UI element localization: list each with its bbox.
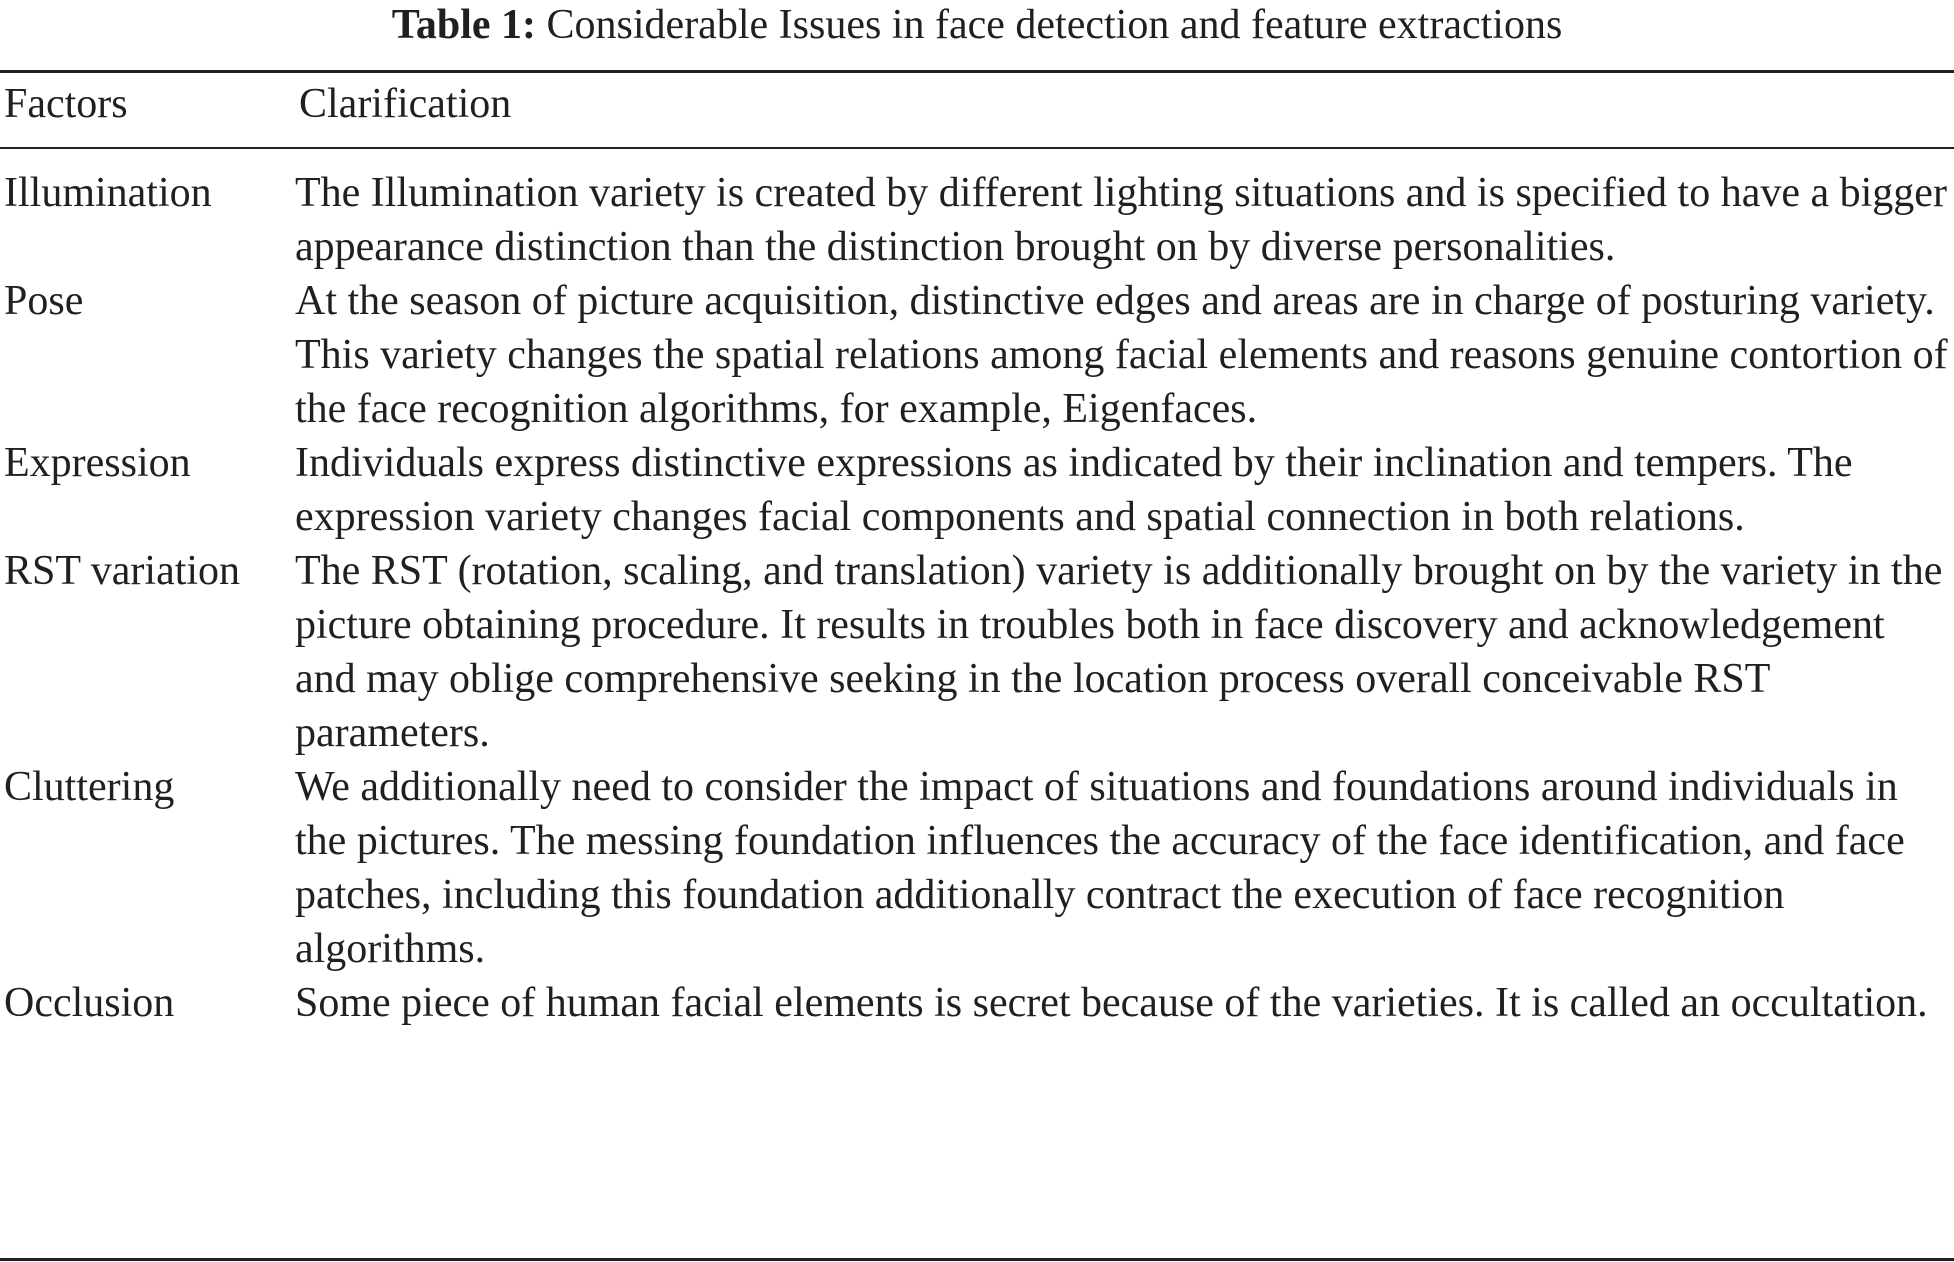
table-body: [0, 166, 1954, 1030]
table-header-row: [0, 77, 1954, 137]
table-row: [0, 436, 1954, 544]
table-row: [0, 976, 1954, 1030]
table-caption-label: Table 1:: [391, 2, 537, 48]
factor-cell: Expression: [4, 440, 191, 486]
factor-cell: Illumination: [4, 170, 212, 216]
table-row: [0, 274, 1954, 436]
factor-cell: Cluttering: [4, 764, 175, 810]
clarification-cell: Some piece of human facial elements is secret because of the varieties. It is called an occultation.: [295, 980, 1928, 1026]
clarification-cell: The RST (rotation, scaling, and translation) variety is additionally brought on by the variety in the picture obtaining procedure. It results in troubles both in face discovery and acknowledgement and may oblige comprehensive seeking in the location process overall conceivable RST parameters.: [295, 548, 1943, 756]
table-top-rule: [0, 70, 1954, 73]
header-clarification: Clarification: [299, 81, 512, 127]
table-caption: [0, 0, 1954, 50]
factor-cell: Occlusion: [4, 980, 175, 1026]
table-bottom-rule: [0, 1258, 1954, 1261]
factor-cell: RST variation: [4, 548, 241, 594]
clarification-cell: We additionally need to consider the impact of situations and foundations around individuals in the pictures. The messing foundation influences the accuracy of the face identification, and face patches, including this foundation additionally contract the execution of face recognition algorithms.: [295, 764, 1905, 972]
header-factors: Factors: [4, 81, 128, 127]
table-row: [0, 544, 1954, 760]
clarification-cell: Individuals express distinctive expressions as indicated by their inclination and tempers. The expression variety changes facial components and spatial connection in both relations.: [295, 440, 1853, 540]
table-header-rule: [0, 147, 1954, 149]
table-row: [0, 760, 1954, 976]
table-caption-text: Considerable Issues in face detection and feature extractions: [546, 2, 1563, 48]
table-row: [0, 166, 1954, 274]
clarification-cell: At the season of picture acquisition, distinctive edges and areas are in charge of posturing variety. This variety changes the spatial relations among facial elements and reasons genuine contortion of the face recognition algorithms, for example, Eigenfaces.: [295, 278, 1948, 432]
factor-cell: Pose: [4, 278, 84, 324]
clarification-cell: The Illumination variety is created by different lighting situations and is specified to have a bigger appearance distinction than the distinction brought on by diverse personalities.: [295, 170, 1947, 270]
